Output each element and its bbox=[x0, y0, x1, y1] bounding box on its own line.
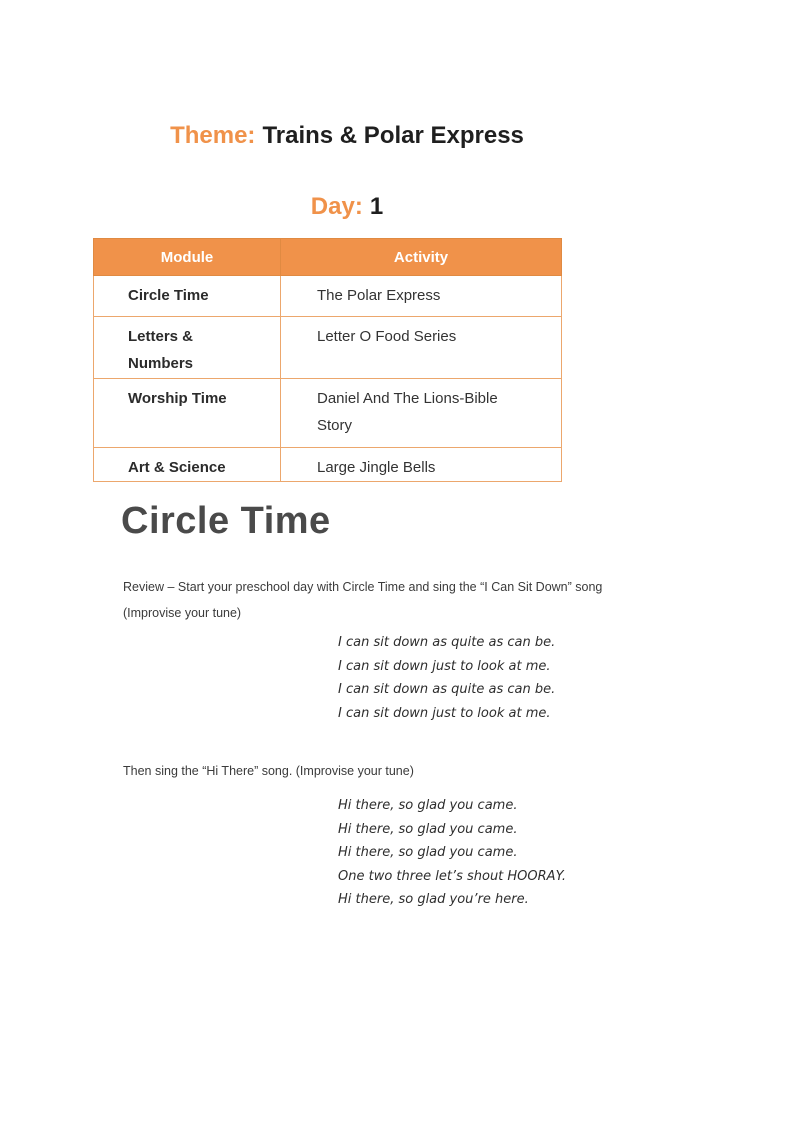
module-cell: Circle Time bbox=[94, 276, 281, 317]
table-header-row bbox=[94, 239, 562, 276]
module-cell: Worship Time bbox=[94, 379, 281, 448]
column-header-activity: Activity bbox=[281, 239, 562, 276]
lyric-line: Hi there, so glad you came. bbox=[338, 798, 518, 813]
activity-cell: Daniel And The Lions-Bible Story bbox=[281, 379, 562, 448]
lyric-line: I can sit down just to look at me. bbox=[338, 705, 551, 721]
activity-cell: Letter O Food Series bbox=[281, 317, 562, 379]
theme-label: Theme: bbox=[170, 122, 256, 149]
table-row bbox=[94, 448, 562, 482]
document-page bbox=[0, 121, 791, 912]
hi-there-song-lyrics bbox=[338, 794, 791, 912]
lyric-line: Hi there, so glad you came. bbox=[338, 845, 518, 860]
table-row bbox=[94, 317, 562, 379]
sit-down-song-lyrics bbox=[338, 631, 791, 725]
lyric-line: One two three let’s shout HOORAY. bbox=[338, 868, 566, 884]
schedule-table bbox=[93, 238, 562, 482]
module-cell: Art & Science bbox=[94, 448, 281, 482]
lyric-line: I can sit down as quite as can be. bbox=[338, 635, 556, 650]
column-header-module: Module bbox=[94, 239, 281, 276]
lyric-line: Hi there, so glad you came. bbox=[338, 821, 518, 837]
review-paragraph: Review – Start your preschool day with Circle Time and sing the “I Can Sit Down” song (Improvise your tune) bbox=[123, 580, 603, 620]
lyric-line: I can sit down as quite as can be. bbox=[338, 682, 556, 697]
theme-value: Trains & Polar Express bbox=[262, 122, 524, 149]
table-row bbox=[94, 379, 562, 448]
day-value: 1 bbox=[369, 193, 384, 220]
then-sing-paragraph: Then sing the “Hi There” song. (Improvise your tune) bbox=[123, 764, 414, 778]
day-title bbox=[93, 192, 601, 222]
activity-cell: The Polar Express bbox=[281, 276, 562, 317]
activity-cell: Large Jingle Bells bbox=[281, 448, 562, 482]
day-label: Day: bbox=[310, 193, 363, 220]
lyric-line: Hi there, so glad you’re here. bbox=[338, 892, 529, 907]
table-row bbox=[94, 276, 562, 317]
page-title bbox=[93, 121, 601, 151]
section-title: Circle Time bbox=[121, 500, 331, 542]
lyric-line: I can sit down just to look at me. bbox=[338, 658, 551, 674]
module-cell: Letters & Numbers bbox=[94, 317, 281, 379]
